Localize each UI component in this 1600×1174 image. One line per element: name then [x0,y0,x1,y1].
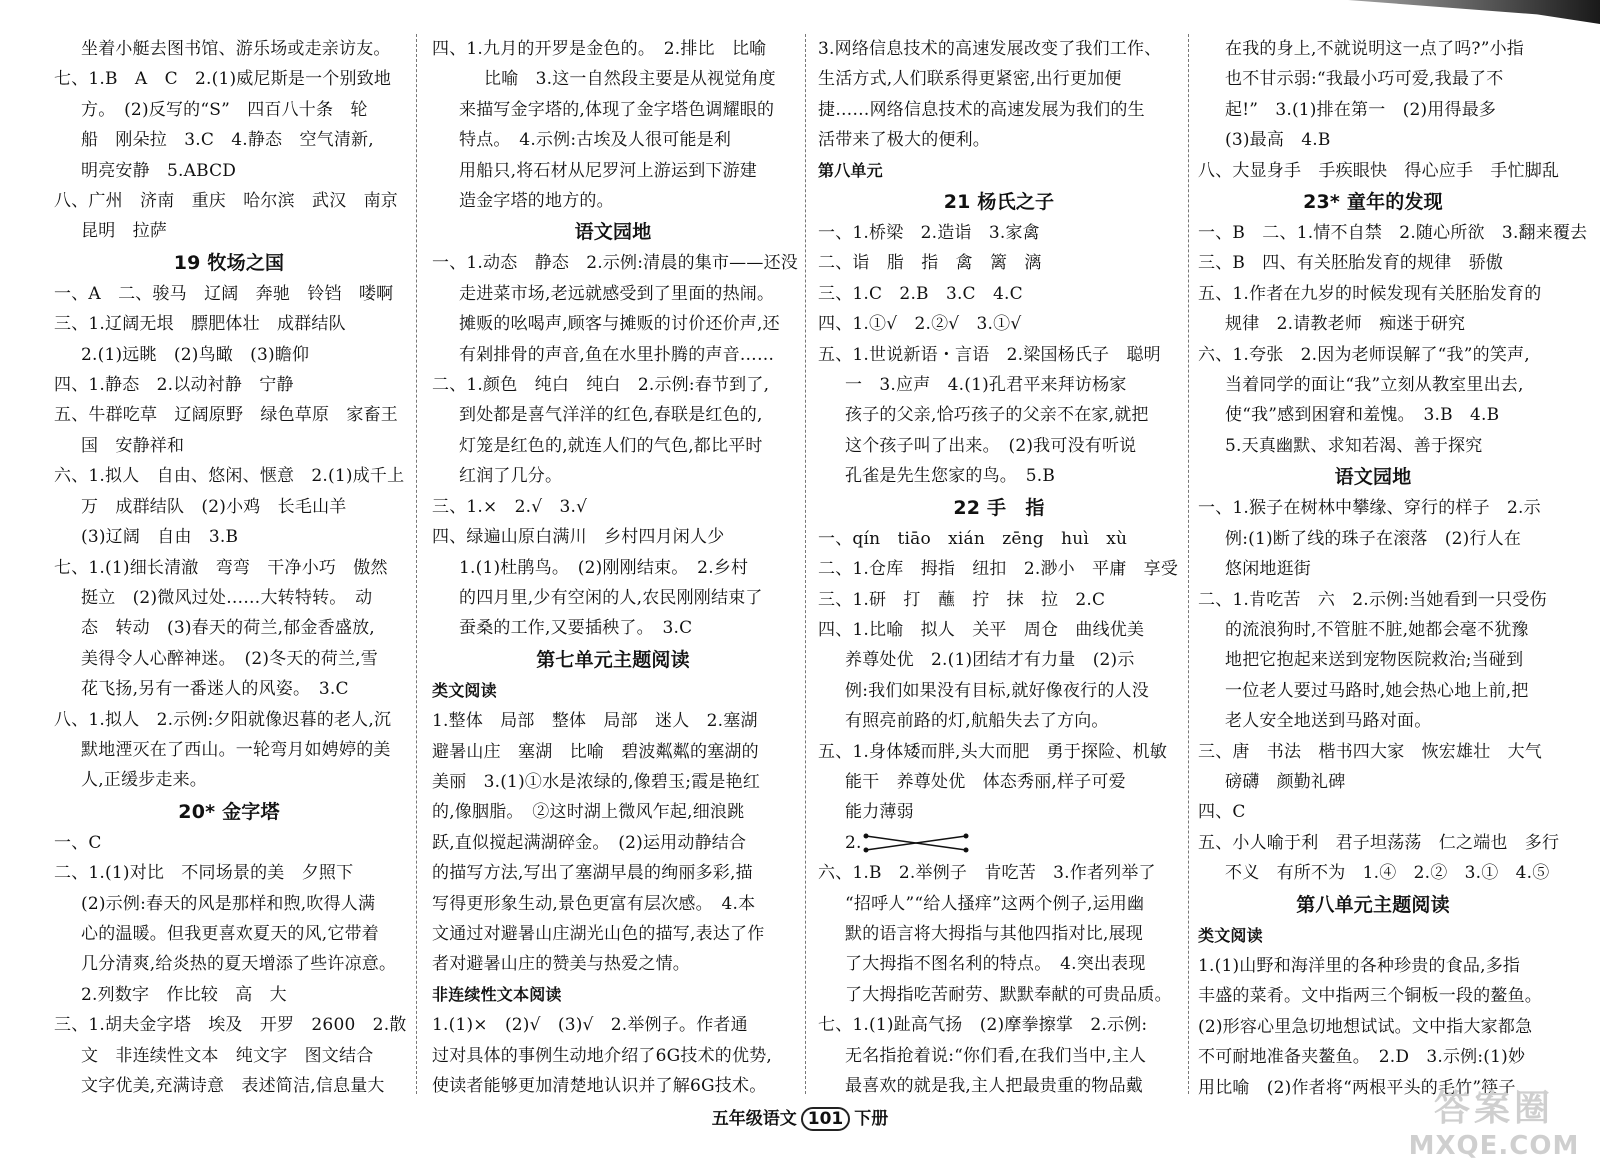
answer-line: 能力薄弱 [845,802,914,823]
section-title: 19 牧场之国 [173,251,285,274]
answer-line: 五、牛群吃草 辽阔原野 绿色草原 家畜王 [54,405,398,426]
answer-line: 默地湮灭在了西山。一轮弯月如娉婷的美 [81,739,391,760]
answer-line: 四、C [1198,802,1246,823]
answer-line: 1.(1)杜鹃鸟。 (2)刚刚结束。 2.乡村 [459,557,749,578]
answer-line: 避暑山庄 塞湖 比喻 碧波粼粼的塞湖的 [432,741,759,762]
section-title: 语文园地 [574,221,652,244]
answer-line: 孩子的父亲,恰巧孩子的父亲不在家,就把 [845,405,1149,426]
answer-line: 二、1.颜色 纯白 纯白 2.示例:春节到了, [432,375,770,396]
page-footer [0,1104,1600,1131]
column-1 [54,34,407,1096]
page-number: 101 [801,1107,851,1131]
answer-line: 美丽 3.(1)①水是浓绿的,像碧玉;霞是艳红 [432,771,761,792]
answer-line: 昆明 拉萨 [81,221,167,242]
answer-line: 八、大显身手 手疾眼快 得心应手 手忙脚乱 [1198,160,1560,181]
answer-line: 二、1.(1)对比 不同场景的美 夕照下 [54,863,354,884]
answer-line: 5.天真幽默、求知若渴、善于探究 [1225,435,1483,456]
footer-grade-subject: 五年级语文 [711,1109,797,1129]
answer-line: (3)辽阔 自由 3.B [81,527,239,548]
section-title: 22 手 指 [953,496,1045,519]
answer-line: 文字优美,充满诗意 表述简洁,信息量大 [81,1076,385,1096]
answer-line: 八、1.拟人 2.示例:夕阳就像迟暮的老人,沉 [54,709,392,730]
column-divider [805,34,806,1094]
answer-line: 1.(1)山野和海洋里的各种珍贵的食品,多指 [1198,955,1521,976]
answer-line: 三、1.胡夫金字塔 埃及 开罗 2600 2.散 [54,1015,407,1036]
page-curl-shadow [1180,0,1600,24]
answer-line: 到处都是喜气洋洋的红色,春联是红色的, [459,405,763,426]
answer-line: 过对具体的事例生动地介绍了6G技术的优势, [432,1045,772,1066]
answer-line: 默的语言将大拇指与其他四指对比,展现 [845,923,1144,944]
answer-line: 六、1.B 2.举例子 肯吃苦 3.作者列举了 [818,863,1156,884]
section-title: 23* 童年的发现 [1303,191,1443,214]
answer-line: 四、1.九月的开罗是金色的。 2.排比 比喻 [432,39,767,59]
answer-line: 一 3.应声 4.(1)孔君平来拜访杨家 [845,375,1127,396]
answer-line: 起!” 3.(1)排在第一 (2)用得最多 [1225,99,1497,120]
answer-line: 1.整体 局部 整体 局部 迷人 2.塞湖 [432,711,758,732]
answer-line: 的四月里,少有空闲的人,农民刚刚结束了 [459,587,763,608]
answer-line: 文通过对避暑山庄湖光山色的描写,表达了作 [432,923,765,944]
answer-line: 活带来了极大的便利。 [818,130,990,151]
answer-line: 用船只,将石材从尼罗河上游运到下游建 [459,160,758,181]
answer-line: 丰盛的菜肴。文中指两三个铜板一段的鳌鱼。 [1198,986,1542,1007]
answer-line: 当着同学的面让“我”立刻从教室里出去, [1225,375,1524,396]
answer-line: 用比喻 (2)作者将“两根平头的毛竹”筷子 [1198,1077,1516,1098]
answer-line: 了大拇指吃苦耐劳、默默奉献的可贵品质。 [845,984,1172,1005]
answer-line: 2.列数字 作比较 高 大 [81,984,287,1005]
section-subtitle: 非连续性文本阅读 [432,984,562,1004]
answer-line: (3)最高 4.B [1225,130,1331,151]
answer-line: 万 成群结队 (2)小鸡 长毛山羊 [81,496,347,517]
answer-line: 几分清爽,给炎热的夏天增添了些许凉意。 [81,954,397,975]
answer-line: 走进菜市场,老远就感受到了里面的热闹。 [459,283,775,304]
answer-line: 1.(1)× (2)√ (3)√ 2.举例子。作者通 [432,1015,748,1036]
answer-line: 能干 养尊处优 体态秀丽,样子可爱 [845,771,1126,792]
answer-line: 地把它抱起来送到宠物医院救治;当碰到 [1225,650,1524,671]
answer-line: 二、1.肯吃苦 六 2.示例:当她看到一只受伤 [1198,589,1547,610]
answer-line: 悠闲地逛街 [1225,559,1311,580]
answer-line: 三、唐 书法 楷书四大家 恢宏雄壮 大气 [1198,741,1542,762]
answer-line: 一、qín tiāo xián zēng huì xù [818,528,1128,549]
answer-line: 3.网络信息技术的高速发展改变了我们工作、 [818,39,1162,59]
answer-line: 一、1.猴子在树林中攀缘、穿行的样子 2.示 [1198,498,1541,519]
answer-line: 灯笼是红色的,就连人们的气色,都比平时 [459,435,763,456]
answer-line: 二、诣 脂 指 禽 篱 漓 [818,253,1042,274]
answer-line: (2)示例:春天的风是那样和煦,吹得人满 [81,893,376,914]
answer-line: 七、1.(1)趾高气扬 (2)摩拳擦掌 2.示例: [818,1015,1148,1036]
answer-line: 不义 有所不为 1.④ 2.② 3.① 4.⑤ [1225,863,1550,884]
section-title: 第七单元主题阅读 [536,648,690,671]
answer-line: 最喜欢的就是我,主人把最贵重的物品戴 [845,1076,1144,1096]
answer-line: 者对避暑山庄的赞美与热爱之情。 [432,954,690,975]
answer-line: 态 转动 (3)春天的荷兰,郁金香盛放, [81,618,375,639]
answer-line: 七、1.(1)细长清澈 弯弯 干净小巧 傲然 [54,557,388,578]
answer-line: 捷……网络信息技术的高速发展为我们的生 [818,99,1145,120]
answer-line: 写得更形象生动,景色更富有层次感。 4.本 [432,893,756,914]
answer-line: 老人安全地送到马路对面。 [1225,711,1432,732]
answer-line: 一位老人要过马路时,她会热心地上前,把 [1225,680,1529,701]
answer-line: 人,正缓步走来。 [81,770,208,791]
section-subtitle: 第八单元 [818,160,883,180]
answer-line: 有剁排骨的声音,鱼在水里扑腾的声音…… [459,344,775,365]
answer-line: 五、1.身体矮而胖,头大而肥 勇于探险、机敏 [818,741,1168,762]
answer-line: 的流浪狗时,不管脏不脏,她都会毫不犹豫 [1225,619,1529,640]
answer-line: 不可耐地准备夹鳌鱼。 2.D 3.示例:(1)妙 [1198,1047,1526,1068]
column-4 [1198,34,1588,1098]
answer-line: 摊贩的吆喝声,顾客与摊贩的讨价还价声,还 [459,314,780,335]
answer-line: 例:我们如果没有目标,就好像夜行的人没 [845,680,1149,701]
answer-line: 明亮安静 5.ABCD [81,160,237,181]
answer-line: 六、1.夸张 2.因为老师误解了“我”的笑声, [1198,344,1530,365]
answer-line: 红润了几分。 [459,466,563,487]
answer-line: 这个孩子叫了出来。 (2)我可没有听说 [845,435,1137,456]
matching-lines-diagram [862,830,972,856]
answer-line: 跃,直似搅起满湖碎金。 (2)运用动静结合 [432,832,747,853]
answer-line: 蚕桑的工作,又要插秧了。 3.C [459,618,693,639]
answer-line: 例:(1)断了线的珠子在滚落 (2)行人在 [1225,528,1522,549]
answer-line: 一、C [54,832,102,853]
answer-line: 一、B 二、1.情不自禁 2.随心所欲 3.翻来覆去 [1198,223,1588,244]
answer-line: 生活方式,人们联系得更紧密,出行更加便 [818,69,1122,90]
answer-line: 比喻 3.这一自然段主要是从视觉角度 [484,69,776,90]
answer-line: 三、1.研 打 蘸 拧 抹 拉 2.C [818,589,1106,610]
answer-line: 三、1.× 2.√ 3.√ [432,496,588,517]
section-title: 语文园地 [1334,466,1412,489]
section-subtitle: 类文阅读 [1198,925,1263,945]
answer-line: 四、1.①√ 2.②√ 3.①√ [818,314,1022,335]
answer-line: 了大拇指不图名利的特点。 4.突出表现 [845,954,1146,975]
answer-line: 国 安静祥和 [81,435,185,456]
answer-line: 一、1.动态 静态 2.示例:清晨的集市——还没 [432,253,798,274]
answer-line: 坐着小艇去图书馆、游乐场或走亲访友。 [81,39,391,59]
answer-line: 三、B 四、有关胚胎发育的规律 骄傲 [1198,253,1504,274]
section-subtitle: 类文阅读 [432,680,497,700]
answer-line: 三、1.辽阔无垠 膘肥体壮 成群结队 [54,314,346,335]
answer-line: 2.(1)远眺 (2)鸟瞰 (3)瞻仰 [81,344,310,365]
answer-line: 三、1.C 2.B 3.C 4.C [818,283,1023,304]
answer-line-number: 2. [845,832,862,853]
answer-line: 花飞扬,另有一番迷人的风姿。 3.C [81,679,349,700]
answer-line: 方。 (2)反写的“S” 四百八十条 轮 [81,99,368,120]
answer-line: 六、1.拟人 自由、悠闲、惬意 2.(1)成千上 [54,466,405,487]
answer-line: 五、小人喻于利 君子坦荡荡 仁之端也 多行 [1198,832,1560,853]
answer-line: 四、1.静态 2.以动衬静 宁静 [54,375,294,396]
answer-line: 挺立 (2)微风过处……大转特转。 动 [81,587,373,608]
answer-line: 在我的身上,不就说明这一点了吗?”小指 [1225,39,1525,59]
answer-line: 心的温暖。但我更喜欢夏天的风,它带着 [81,923,380,944]
answer-line: 孔雀是先生您家的鸟。 5.B [845,466,1056,487]
answer-line: 规律 2.请教老师 痴迷于研究 [1225,314,1466,335]
answer-line: 无名指抢着说:“你们看,在我们当中,主人 [845,1045,1147,1066]
section-title: 21 杨氏之子 [943,191,1055,214]
answer-line: 四、绿遍山原白满川 乡村四月闲人少 [432,527,725,548]
answer-line: 造金字塔的地方的。 [459,191,614,212]
footer-volume: 下册 [854,1109,889,1129]
answer-line: 使读者能够更加清楚地认识并了解6G技术。 [432,1076,767,1096]
answer-line: (2)形容心里急切地想试试。文中指大家都急 [1198,1016,1533,1037]
answer-line: 特点。 4.示例:古埃及人很可能是利 [459,130,732,151]
answer-line: 磅礴 颜勤礼碑 [1225,771,1346,792]
answer-line: 五、1.作者在九岁的时候发现有关胚胎发育的 [1198,283,1542,304]
column-3 [818,34,1180,1094]
answer-line: 五、1.世说新语・言语 2.梁国杨氏子 聪明 [818,344,1161,365]
answer-line [818,828,1180,858]
column-divider [1188,34,1189,1094]
section-title: 第八单元主题阅读 [1296,893,1450,916]
site-watermark [1400,1086,1588,1166]
answer-line: 一、A 二、骏马 辽阔 奔驰 铃铛 喽啊 [54,283,394,304]
answer-line: 养尊处优 2.(1)团结才有力量 (2)示 [845,650,1135,671]
answer-line: 也不甘示弱:“我最小巧可爱,我最了不 [1225,69,1504,90]
column-2 [432,34,798,1096]
watermark-logo-text: 答案圈 [1433,1088,1554,1129]
watermark-url: MXQE.COM [1408,1131,1580,1161]
answer-line: “招呼人”“给人搔痒”这两个例子,运用幽 [845,893,1145,914]
answer-line: 船 刚朵拉 3.C 4.静态 空气清新, [81,130,374,151]
answer-line: 美得令人心醉神迷。 (2)冬天的荷兰,雪 [81,648,378,669]
answer-line: 一、1.桥梁 2.造诣 3.家禽 [818,223,1040,244]
answer-line: 有照亮前路的灯,航船失去了方向。 [845,711,1109,732]
answer-line: 文 非连续性文本 纯文字 图文结合 [81,1045,374,1066]
answer-line: 四、1.比喻 拟人 关平 周仓 曲线优美 [818,619,1145,640]
answer-line: 八、广州 济南 重庆 哈尔滨 武汉 南京 [54,191,398,212]
answer-line: 来描写金字塔的,体现了金字塔色调耀眼的 [459,99,775,120]
answer-line: 的描写方法,写出了塞湖早晨的绚丽多彩,描 [432,863,753,884]
answer-line: 七、1.B A C 2.(1)威尼斯是一个别致地 [54,69,392,90]
answer-line: 使“我”感到困窘和羞愧。 3.B 4.B [1225,405,1500,426]
section-title: 20* 金字塔 [178,800,280,823]
answer-line: 二、1.仓库 拇指 纽扣 2.渺小 平庸 享受 [818,559,1179,580]
answer-line: 的,像胭脂。 ②这时湖上微风乍起,细浪跳 [432,802,745,823]
column-divider [416,34,417,1094]
